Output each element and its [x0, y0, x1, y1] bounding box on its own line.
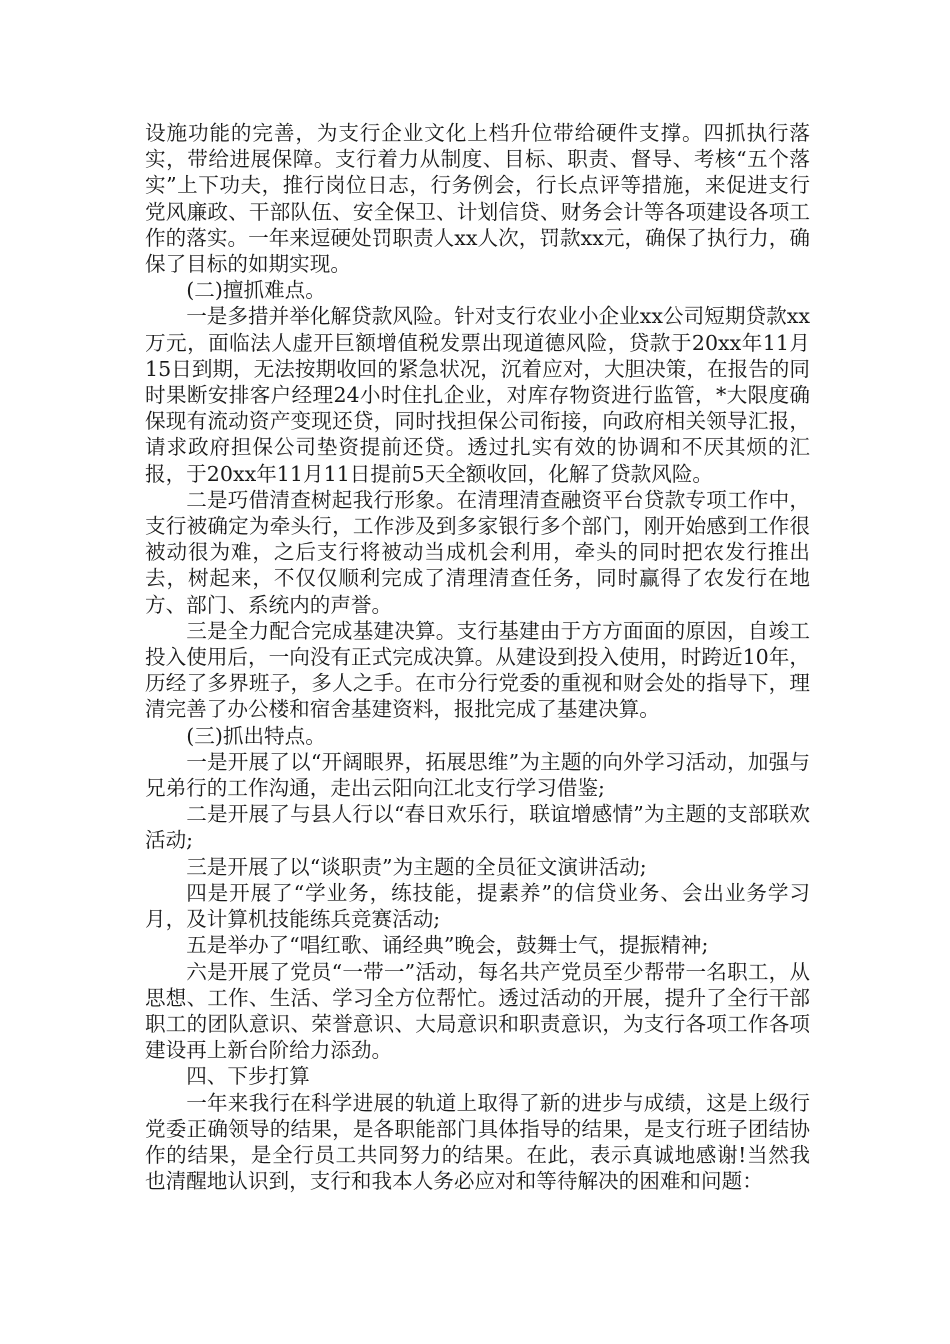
- paragraph-loan-risk: 一是多措并举化解贷款风险。针对支行农业小企业xx公司短期贷款xx万元，面临法人虚开巨额增值税发票出现道德风险，贷款于20xx年11月15日到期，无法按期收回的紧急状况，沉着应对，大胆决策，在报告的同时果断安排客户经理24小时住扎企业，对库存物资进行监管，*大限度确保现有流动资产变现还贷，同时找担保公司衔接，向政府相关领导汇报，请求政府担保公司垫资提前还贷。透过扎实有效的协调和不厌其烦的汇报，于20xx年11月11日提前5天全额收回，化解了贷款风险。: [145, 304, 810, 486]
- paragraph-intro-continuation: 设施功能的完善，为支行企业文化上档升位带给硬件支撑。四抓执行落实，带给进展保障。支行着力从制度、目标、职责、督导、考核“五个落实”上下功夫，推行岗位日志，行务例会，行长点评等措施，来促进支行党风廉政、干部队伍、安全保卫、计划信贷、财务会计等各项建设各项工作的落实。一年来逗硬处罚职责人xx人次，罚款xx元，确保了执行力，确保了目标的如期实现。: [145, 121, 810, 277]
- document-body: [145, 120, 810, 1194]
- section-heading-features: (三)抓出特点。: [186, 723, 326, 748]
- paragraph-summary: 一年来我行在科学进展的轨道上取得了新的进步与成绩，这是上级行党委正确领导的结果，是各职能部门具体指导的结果，是支行班子团结协作的结果，是全行员工共同努力的结果。在此，表示真诚地感谢!当然我也清醒地认识到，支行和我本人务必应对和等待解决的困难和问题：: [145, 1090, 810, 1194]
- paragraph-infrastructure-settlement: 三是全力配合完成基建决算。支行基建由于方方面面的原因，自竣工投入使用后，一向没有正式完成决算。从建设到投入使用，时跨近10年，历经了多界班子，多人之手。在市分行党委的重视和财会处的指导下，理清完善了办公楼和宿舍基建资料，报批完成了基建决算。: [145, 618, 810, 722]
- list-item-activity-1: 一是开展了以“开阔眼界，拓展思维”为主题的向外学习活动，加强与兄弟行的工作沟通，走出云阳向江北支行学习借鉴;: [145, 749, 810, 801]
- list-item-activity-4: 四是开展了“学业务，练技能，提素养”的信贷业务、会出业务学习月，及计算机技能练兵竞赛活动;: [145, 880, 810, 932]
- list-item-activity-2: 二是开展了与县人行以“春日欢乐行，联谊增感情”为主题的支部联欢活动;: [145, 802, 810, 853]
- list-item-activity-3: 三是开展了以“谈职责”为主题的全员征文演讲活动;: [186, 854, 647, 879]
- section-heading-next-steps: 四、下步打算: [186, 1064, 310, 1089]
- list-item-activity-6: 六是开展了党员“一带一”活动，每名共产党员至少帮带一名职工，从思想、工作、生活、学习全方位帮忙。透过活动的开展，提升了全行干部职工的团队意识、荣誉意识、大局意识和职责意识，为支行各项工作各项建设再上新台阶给力添劲。: [145, 959, 810, 1063]
- list-item-activity-5: 五是举办了“唱红歌、诵经典”晚会，鼓舞士气，提振精神;: [186, 933, 709, 958]
- section-heading-difficulties: (二)擅抓难点。: [186, 278, 326, 303]
- paragraph-cleanup-image: 二是巧借清查树起我行形象。在清理清查融资平台贷款专项工作中，支行被确定为牵头行，工作涉及到多家银行多个部门，刚开始感到工作很被动很为难，之后支行将被动当成机会利用，牵头的同时把农发行推出去，树起来，不仅仅顺利完成了清理清查任务，同时赢得了农发行在地方、部门、系统内的声誉。: [145, 487, 810, 617]
